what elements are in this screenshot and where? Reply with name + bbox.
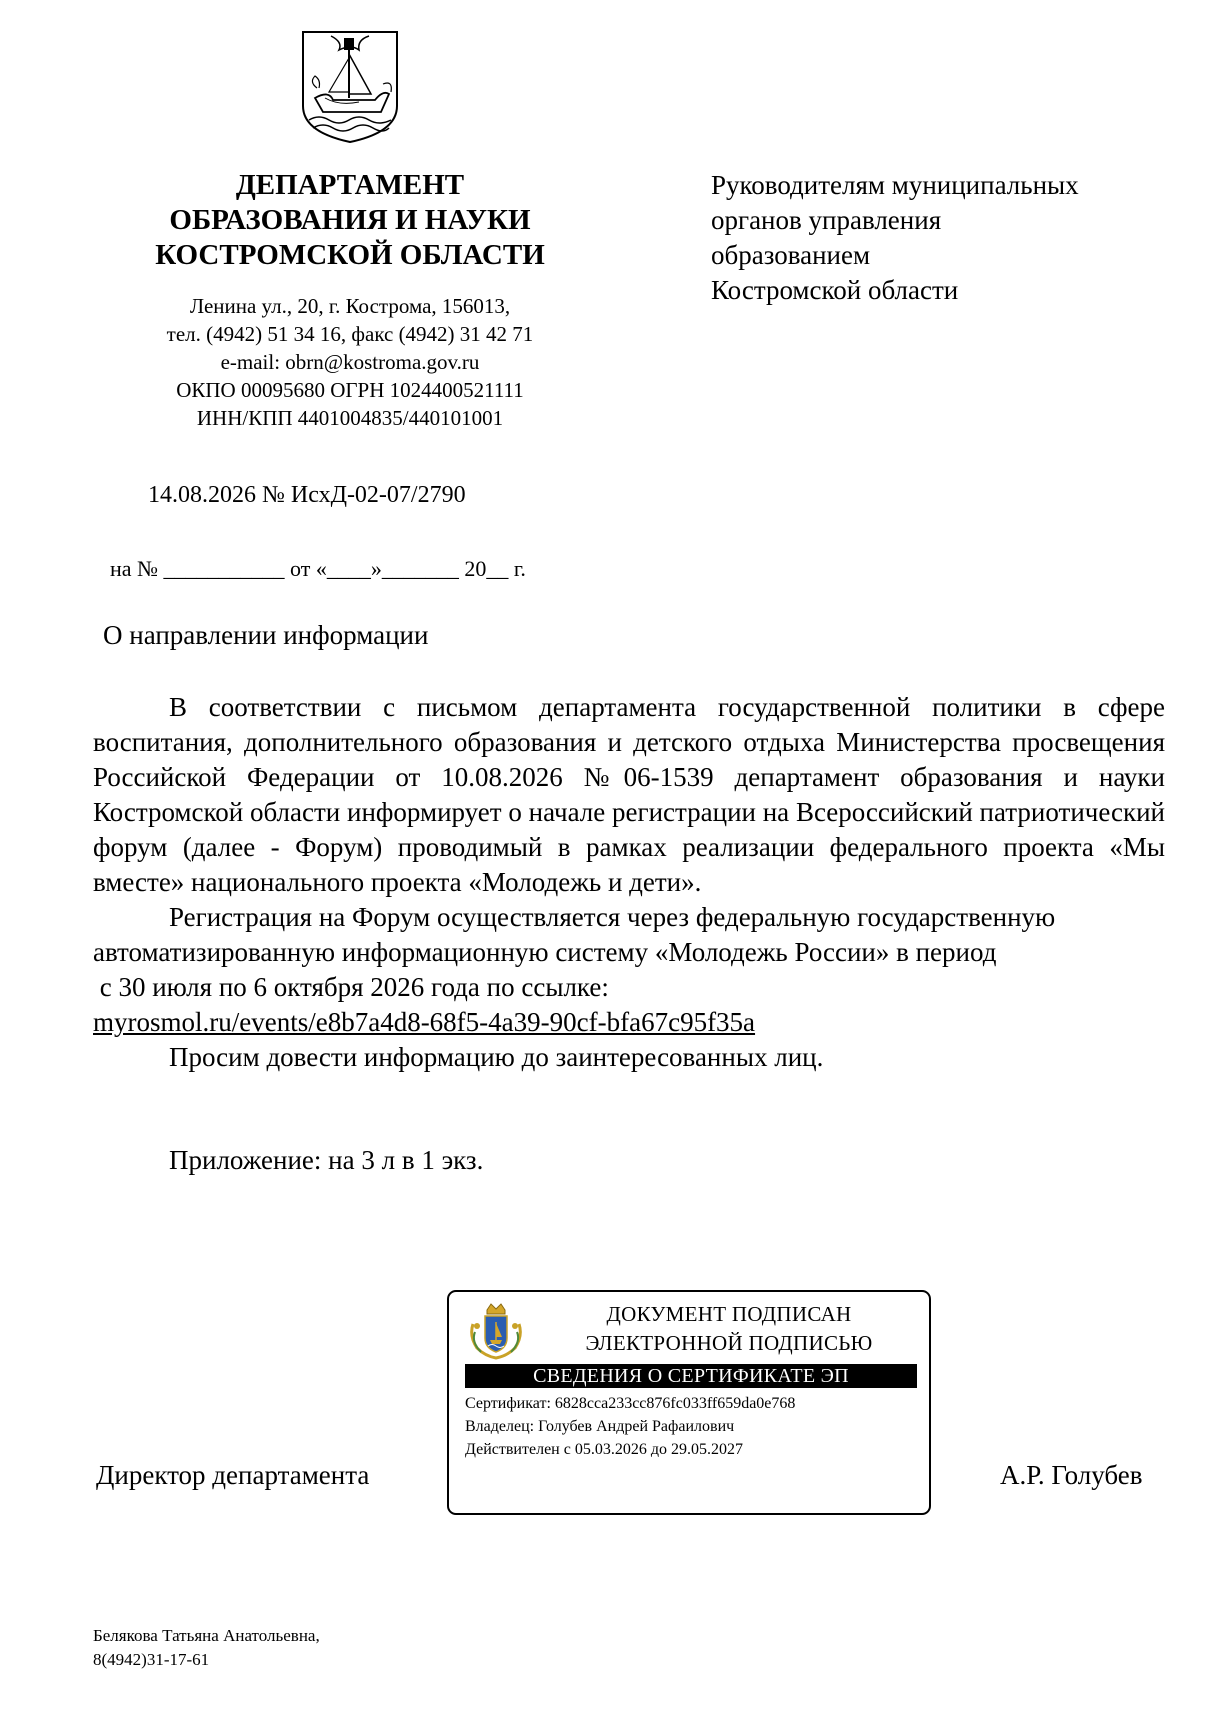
- certificate-validity: Действителен с 05.03.2026 до 29.05.2027: [465, 1441, 743, 1458]
- coat-of-arms-icon: [299, 28, 401, 146]
- department-address: Ленина ул., 20, г. Кострома, 156013,: [189, 294, 511, 318]
- department-title-line3: КОСТРОМСКОЙ ОБЛАСТИ: [155, 239, 545, 271]
- recipient-line4: Костромской области: [711, 275, 959, 305]
- body-paragraph-3: Просим довести информацию до заинтересованных лиц.: [169, 1042, 824, 1072]
- department-contacts: [110, 292, 590, 432]
- department-email: e-mail: obrn@kostroma.gov.ru: [220, 350, 480, 374]
- certificate-details: [465, 1392, 795, 1461]
- body-paragraph-2-line1: Регистрация на Форум осуществляется через федеральную государственную: [169, 902, 1056, 932]
- body-paragraph-2-line3: с 30 июля по 6 октября 2026 года по ссылке:: [93, 972, 609, 1002]
- department-title: [120, 168, 580, 273]
- electronic-signature-stamp: [447, 1290, 931, 1515]
- executor-block: [93, 1624, 320, 1672]
- department-phone: тел. (4942) 51 34 16, факс (4942) 31 42 71: [166, 322, 534, 346]
- letter-body: [93, 690, 1165, 1075]
- signer-name: А.Р. Голубев: [1000, 1460, 1143, 1490]
- department-inn: ИНН/КПП 4401004835/440101001: [196, 406, 504, 430]
- stamp-title-line2: ЭЛЕКТРОННОЙ ПОДПИСЬЮ: [585, 1331, 873, 1355]
- recipient-block: [711, 168, 1171, 308]
- certificate-info-bar: СВЕДЕНИЯ О СЕРТИФИКАТЕ ЭП: [465, 1364, 917, 1388]
- region-emblem-icon: [467, 1302, 525, 1360]
- signer-position: Директор департамента: [96, 1460, 370, 1490]
- outgoing-number: 14.08.2026 № ИсхД-02-07/2790: [148, 482, 466, 508]
- recipient-line2: органов управления: [711, 205, 942, 235]
- department-title-line1: ДЕПАРТАМЕНТ: [235, 169, 465, 201]
- department-title-line2: ОБРАЗОВАНИЯ И НАУКИ: [169, 204, 531, 236]
- incoming-reference: на № ___________ от «____»_______ 20__ г.: [110, 556, 526, 581]
- certificate-owner: Владелец: Голубев Андрей Рафаилович: [465, 1418, 735, 1435]
- body-paragraph-1: В соответствии с письмом департамента государственной политики в сфере воспитания, дополнительного образования и детского отдыха Министерства просвещения Российской Федерации от 10.08.2026 №06-1539 департамент образования и науки Костромской области информирует о начале регистрации на Всероссийский патриотический форум (далее - Форум) проводимый в рамках реализации федерального проекта «Мы вместе» национального проекта «Молодежь и дети».: [93, 692, 1165, 897]
- body-paragraph-2-line2: автоматизированную информационную систему «Молодежь России» в период: [93, 937, 997, 967]
- executor-name: Белякова Татьяна Анатольевна,: [93, 1626, 320, 1645]
- registration-link[interactable]: myrosmol.ru/events/e8b7a4d8-68f5-4a39-90cf-bfa67c95f35a: [93, 1007, 756, 1037]
- certificate-number: Сертификат: 6828cca233cc876fc033ff659da0e768: [465, 1395, 796, 1412]
- attachment-note: Приложение: на 3 л в 1 экз.: [169, 1145, 484, 1175]
- stamp-title: [529, 1300, 929, 1358]
- stamp-title-line1: ДОКУМЕНТ ПОДПИСАН: [606, 1302, 852, 1326]
- executor-phone: 8(4942)31-17-61: [93, 1650, 210, 1669]
- recipient-line1: Руководителям муниципальных: [711, 170, 1079, 200]
- letter-subject: О направлении информации: [103, 620, 429, 650]
- department-okpo: ОКПО 00095680 ОГРН 1024400521111: [176, 378, 524, 402]
- recipient-line3: образованием: [711, 240, 871, 270]
